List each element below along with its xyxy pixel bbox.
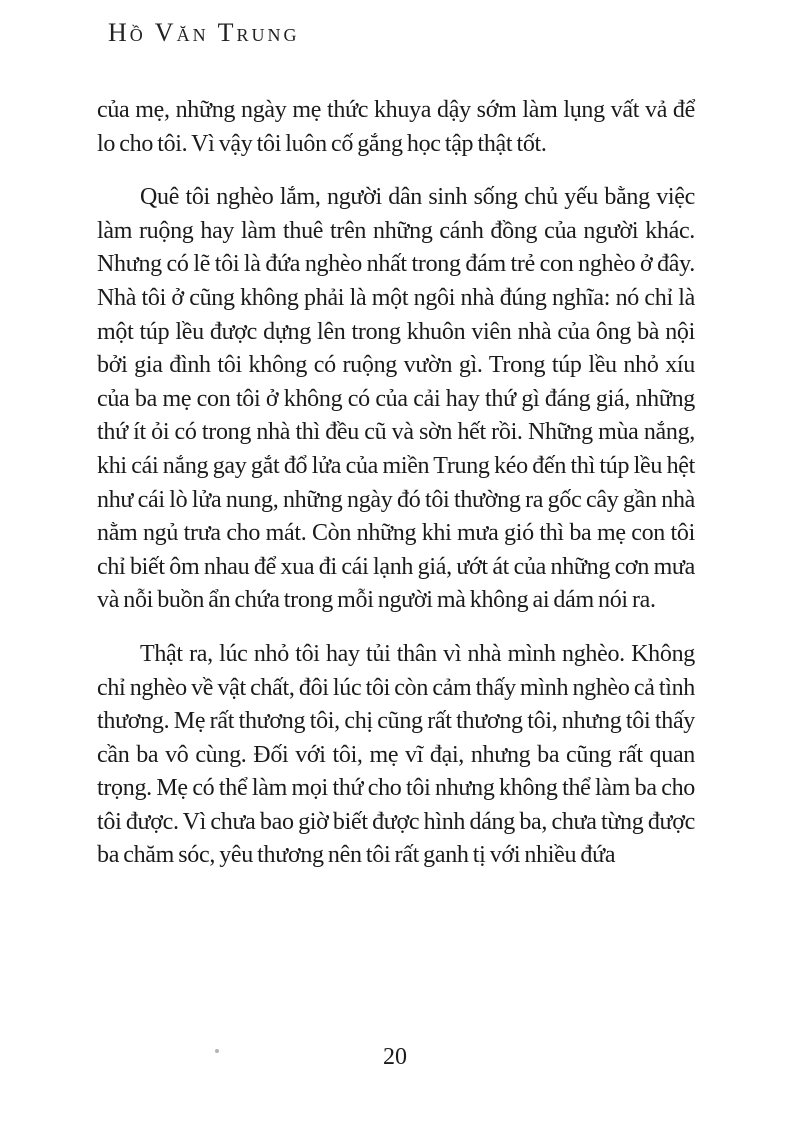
running-header-author: Hồ Văn Trung [108, 18, 300, 47]
paragraph-continuation: của mẹ, những ngày mẹ thức khuya dậy sớm làm lụng vất vả để lo cho tôi. Vì vậy tôi luôn cố gắng học tập thật tốt. [97, 97, 695, 157]
paragraph: Thật ra, lúc nhỏ tôi hay tủi thân vì nhà mình nghèo. Không chỉ nghèo về vật chất, đôi lúc tôi còn cảm thấy mình nghèo cả tình thương. Mẹ rất thương tôi, chị cũng rất thương tôi, nhưng tôi thấy cần ba vô cùng. Đối với tôi, mẹ vĩ đại, nhưng ba cũng rất quan trọng. Mẹ có thể làm mọi thứ cho tôi nhưng không thể làm ba cho tôi được. Vì chưa bao giờ biết được hình dáng ba, chưa từng được ba chăm sóc, yêu thương nên tôi rất ganh tị với nhiều đứa [97, 640, 695, 869]
page-body [97, 94, 695, 893]
page-number: 20 [383, 1044, 407, 1070]
paragraph: Quê tôi nghèo lắm, người dân sinh sống chủ yếu bằng việc làm ruộng hay làm thuê trên những cánh đồng của người khác. Nhưng có lẽ tôi là đứa nghèo nhất trong đám trẻ con nghèo ở đây. Nhà tôi ở cũng không phải là một ngôi nhà đúng nghĩa: nó chỉ là một túp lều được dựng lên trong khuôn viên nhà của ông bà nội bởi gia đình tôi không có ruộng vườn gì. Trong túp lều nhỏ xíu của ba mẹ con tôi ở không có của cải hay thứ gì đáng giá, những thứ ít ỏi có trong nhà thì đều cũ và sờn hết rồi. Những mùa nắng, khi cái nắng gay gắt đổ lửa của miền Trung kéo đến thì túp lều hệt như cái lò lửa nung, những ngày đó tôi thường ra gốc cây gần nhà nằm ngủ trưa cho mát. Còn những khi mưa gió thì ba mẹ con tôi chỉ biết ôm nhau để xua đi cái lạnh giá, ướt át của những cơn mưa và nỗi buồn ẩn chứa trong mỗi người mà không ai dám nói ra. [97, 184, 695, 614]
